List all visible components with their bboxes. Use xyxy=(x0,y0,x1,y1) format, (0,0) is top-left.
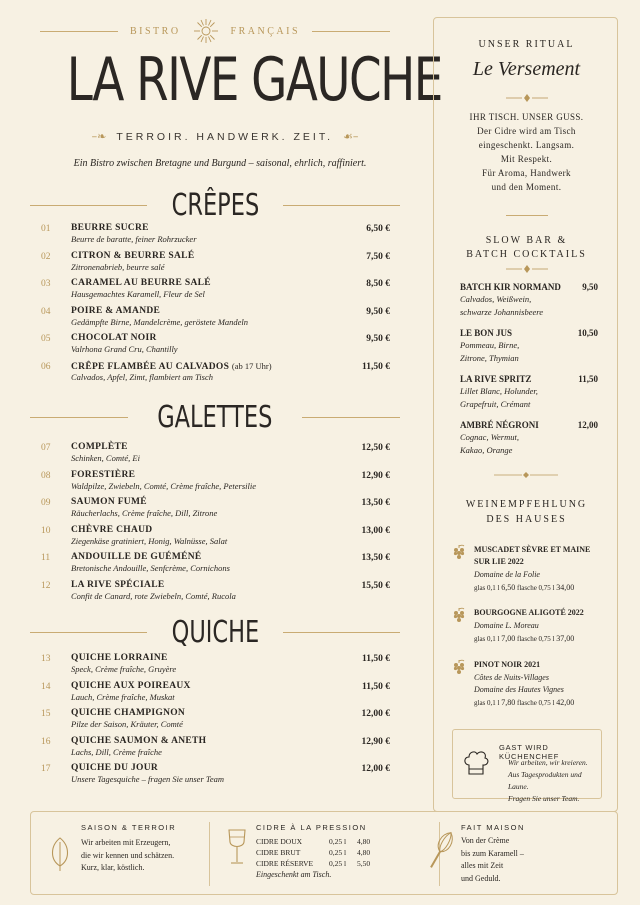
item-price: 9,50 € xyxy=(366,334,390,344)
divider xyxy=(40,31,118,32)
item-description: Beurre de baratte, feiner Rohrzucker xyxy=(71,234,197,244)
wine-producer: Côtes de Nuits-Villages xyxy=(474,673,549,682)
item-name-text: CHOCOLAT NOIR xyxy=(71,333,157,343)
item-price: 13,00 € xyxy=(361,525,390,536)
wine-item xyxy=(452,607,612,667)
item-price: 11,50 € xyxy=(362,361,390,372)
item-price: 11,50 € xyxy=(362,654,390,664)
divider xyxy=(209,822,210,886)
item-number: 16 xyxy=(41,736,51,747)
item-name-text: CARAMEL AU BEURRE SALÉ xyxy=(71,278,211,288)
cocktail-desc: schwarze Johannisbeere xyxy=(460,306,544,317)
item-name-text: BEURRE SUCRE xyxy=(71,223,149,233)
brand-right: FRANÇAIS xyxy=(230,25,301,37)
cocktail-desc: Pommeau, Birne, xyxy=(460,340,520,350)
wine-name-line: PINOT NOIR 2021 xyxy=(474,660,541,669)
saison-line: Kurz, klar, köstlich. xyxy=(81,863,145,872)
grape-icon xyxy=(452,544,466,562)
item-name-text: QUICHE LORRAINE xyxy=(71,653,168,663)
item-price: 13,50 € xyxy=(361,498,390,508)
bottle-price: 37,00 xyxy=(556,634,575,643)
menu-item xyxy=(38,361,390,387)
item-number: 04 xyxy=(41,306,51,317)
item-name xyxy=(71,223,149,233)
menu-item xyxy=(38,525,390,551)
section-title: GALETTES xyxy=(157,400,273,435)
saison-title: SAISON & TERROIR xyxy=(81,823,177,832)
item-description: Speck, Crème fraîche, Gruyère xyxy=(71,664,177,674)
tagline xyxy=(70,130,380,143)
glass-label: glas 0,1 l xyxy=(474,635,500,643)
bottle-label: flasche 0,75 l xyxy=(516,699,555,707)
item-price: 6,50 € xyxy=(366,224,390,234)
wine-title-2: DES HAUSES xyxy=(486,514,567,525)
menu-item xyxy=(38,580,390,606)
cidre-name: CIDRE BRUT xyxy=(256,848,301,857)
item-name-text: LA RIVE SPÉCIALE xyxy=(71,579,165,590)
chef-line: Wir arbeiten, wir kreieren. xyxy=(508,758,588,767)
menu-item xyxy=(38,278,390,304)
intro-text: Ein Bistro zwischen Bretagne und Burgund – saisonal, ehrlich, raffiniert. xyxy=(73,158,367,169)
item-description: Bretonische Andouille, Senfcrème, Cornichons xyxy=(71,563,230,573)
item-price: 15,50 € xyxy=(361,580,390,591)
item-number: 03 xyxy=(41,279,51,289)
bottle-price: 34,00 xyxy=(556,583,575,592)
wine-item xyxy=(452,544,612,604)
item-price: 13,50 € xyxy=(361,553,390,563)
ritual-line: und den Moment. xyxy=(491,182,562,192)
item-description: Unsere Tagesquiche – fragen Sie unser Team xyxy=(71,774,224,784)
item-description: Räucherlachs, Crème fraîche, Dill, Zitrone xyxy=(71,508,218,518)
menu-item xyxy=(38,653,390,679)
item-name-text: CRÊPE FLAMBÉE AU CALVADOS xyxy=(71,361,230,372)
cocktail-name: LA RIVE SPRITZ xyxy=(460,374,532,384)
cidre-name: CIDRE DOUX xyxy=(256,837,303,846)
saison-line: die wir kennen und schätzen. xyxy=(81,850,175,860)
item-name-text: POIRE & AMANDE xyxy=(71,305,161,316)
brand-left: BISTRO xyxy=(129,25,181,37)
cocktail-item xyxy=(460,374,598,410)
item-name-text: COMPLÈTE xyxy=(71,442,128,452)
wine-title xyxy=(434,497,619,527)
menu-item xyxy=(38,333,390,359)
chef-title: GAST WIRD KÜCHENCHEF xyxy=(499,743,560,761)
item-description: Lauch, Crème fraîche, Muskat xyxy=(71,691,175,702)
item-name xyxy=(71,580,165,590)
section-header-quiche xyxy=(30,615,400,650)
item-name-text: ANDOUILLE DE GUÉMÉNÉ xyxy=(71,552,202,562)
item-price: 12,90 € xyxy=(361,736,390,747)
chef-box xyxy=(452,729,602,803)
cocktail-item xyxy=(460,328,598,364)
cocktail-desc: Cognac, Wermut, xyxy=(460,432,519,442)
item-name xyxy=(71,361,272,372)
menu-item xyxy=(38,442,390,468)
cocktail-desc: Calvados, Weißwein, xyxy=(460,294,532,304)
item-name xyxy=(71,333,157,343)
item-name xyxy=(71,681,191,691)
cidre-name: CIDRE RÉSERVE xyxy=(256,859,314,868)
cidre-size: 0,25 l xyxy=(329,848,347,857)
ritual-line: eingeschenkt. Langsam. xyxy=(478,140,575,150)
item-price: 7,50 € xyxy=(366,251,390,262)
glass-price: 7,80 xyxy=(501,698,516,707)
ornament-left-icon: –❧ xyxy=(91,130,107,143)
item-description: Valrhona Grand Cru, Chantilly xyxy=(71,344,178,354)
wine-name xyxy=(474,659,540,671)
item-price: 11,50 € xyxy=(362,681,390,692)
item-description: Hausgemachtes Karamell, Fleur de Sel xyxy=(71,289,205,299)
slowbar-title xyxy=(434,234,619,262)
item-name xyxy=(71,552,202,562)
slowbar-title-2: BATCH COCKTAILS xyxy=(466,249,587,260)
ritual-title: Le Versement xyxy=(472,58,581,80)
cidre-price: 4,80 xyxy=(357,848,371,857)
chef-hat-icon xyxy=(462,748,490,778)
cocktail-desc: Grapefruit, Crémant xyxy=(460,398,531,409)
menu-item xyxy=(38,251,390,277)
item-name xyxy=(71,306,160,316)
glass-price: 6,50 xyxy=(501,583,516,592)
wine-prices xyxy=(474,634,574,643)
item-name xyxy=(71,653,168,663)
item-number: 07 xyxy=(41,443,51,453)
grape-icon xyxy=(452,659,466,677)
divider xyxy=(506,215,548,216)
section-header-galettes xyxy=(30,400,400,435)
bottle-label: flasche 0,75 l xyxy=(516,635,555,643)
item-description: Calvados, Apfel, Zimt, flambiert am Tisch xyxy=(71,371,213,382)
wine-name-line: BOURGOGNE ALIGOTÉ 2022 xyxy=(474,608,584,617)
wine-name-line: SUR LIE 2022 xyxy=(474,557,524,566)
ritual-kicker: UNSER RITUAL xyxy=(478,39,575,50)
item-price: 12,50 € xyxy=(361,443,390,453)
cocktail-name: LE BON JUS xyxy=(460,328,513,338)
wine-prices xyxy=(474,698,574,707)
ornament-divider-icon xyxy=(494,470,558,480)
glass-label: glas 0,1 l xyxy=(474,584,500,592)
cidre-title: CIDRE À LA PRESSION xyxy=(256,823,367,832)
item-name xyxy=(71,708,185,718)
item-number: 17 xyxy=(41,764,51,774)
chef-text xyxy=(508,757,601,805)
item-name-text: CITRON & BEURRE SALÉ xyxy=(71,250,195,261)
item-name xyxy=(71,497,147,507)
wine-producer: Domaine des Hautes Vignes xyxy=(474,685,564,694)
cocktail-desc: Lillet Blanc, Holunder, xyxy=(460,386,538,396)
cocktail-item xyxy=(460,420,598,456)
item-description: Confit de Canard, rote Zwiebeln, Comté, Rucola xyxy=(71,590,236,601)
bottle-price: 42,00 xyxy=(556,698,575,707)
menu-item xyxy=(38,306,390,332)
wine-name xyxy=(474,607,584,619)
fait-line: Von der Crème xyxy=(461,836,510,845)
bottle-label: flasche 0,75 l xyxy=(516,584,555,592)
ritual-line: Mit Respekt. xyxy=(500,154,553,164)
cocktail-price: 11,50 xyxy=(578,374,598,384)
ornament-divider-icon xyxy=(506,264,548,274)
item-number: 15 xyxy=(41,709,51,719)
slowbar-title-1: SLOW BAR & xyxy=(485,235,568,246)
cidre-size: 0,25 l xyxy=(329,837,347,846)
tagline-text: TERROIR. HANDWERK. ZEIT. xyxy=(116,130,334,143)
item-name-text: SAUMON FUMÉ xyxy=(71,497,147,507)
item-description: Schinken, Comté, Ei xyxy=(71,453,140,463)
wine-item xyxy=(452,659,612,719)
ritual-line: Der Cidre wird am Tisch xyxy=(477,126,576,136)
divider xyxy=(312,31,390,32)
item-name xyxy=(71,736,206,746)
wine-prices xyxy=(474,583,574,592)
ornament-divider-icon xyxy=(506,93,548,103)
saison-line: Wir arbeiten mit Erzeugern, xyxy=(81,838,171,847)
menu-item xyxy=(38,223,390,249)
cocktail-item xyxy=(460,282,598,318)
section-header-crepes xyxy=(30,188,400,223)
divider xyxy=(302,417,400,418)
cidre-price: 4,80 xyxy=(357,837,371,846)
chef-line: Fragen Sie unser Team. xyxy=(508,794,580,803)
item-description: Lachs, Dill, Crème fraîche xyxy=(71,746,162,757)
item-description: Gedämpfte Birne, Mandelcrème, geröstete Mandeln xyxy=(71,316,249,327)
restaurant-title: LA RIVE GAUCHE xyxy=(66,45,442,115)
item-name-text: CHÈVRE CHAUD xyxy=(71,524,153,535)
item-name xyxy=(71,442,128,452)
item-number: 12 xyxy=(41,580,51,591)
whisk-icon xyxy=(426,828,456,872)
cocktail-name: BATCH KIR NORMAND xyxy=(460,282,561,292)
cocktail-price: 9,50 xyxy=(582,282,598,292)
cocktail-name: AMBRÉ NÉGRONI xyxy=(460,420,539,430)
sun-emblem-icon xyxy=(193,18,219,44)
divider xyxy=(30,205,147,206)
item-price: 12,90 € xyxy=(361,470,390,481)
item-description: Pilze der Saison, Kräuter, Comté xyxy=(71,719,183,729)
cocktail-desc: Zitrone, Thymian xyxy=(460,352,519,363)
item-number: 08 xyxy=(41,470,51,481)
item-number: 11 xyxy=(41,553,51,563)
cidre-price: 5,50 xyxy=(357,859,371,868)
fait-line: bis zum Karamell – xyxy=(461,848,524,858)
item-name-text: QUICHE CHAMPIGNON xyxy=(71,708,186,718)
item-name xyxy=(71,763,158,773)
fait-line: alles mit Zeit xyxy=(461,861,504,870)
item-name-text: QUICHE SAUMON & ANETH xyxy=(71,735,207,746)
wine-glass-icon xyxy=(226,828,248,868)
chef-line: Aus Tagesprodukten und Laune. xyxy=(508,770,582,791)
glass-price: 7,00 xyxy=(501,634,516,643)
ritual-line: Für Aroma, Handwerk xyxy=(482,168,571,178)
menu-item xyxy=(38,497,390,523)
item-number: 13 xyxy=(41,654,51,664)
wine-name-line: MUSCADET SÈVRE ET MAINE xyxy=(474,545,591,554)
cocktail-price: 10,50 xyxy=(577,328,598,338)
item-name xyxy=(71,470,135,480)
footer-bar xyxy=(30,811,618,895)
menu-item xyxy=(38,708,390,734)
wine-name xyxy=(474,544,590,568)
item-name-text: QUICHE AUX POIREAUX xyxy=(71,680,191,691)
divider xyxy=(283,205,400,206)
menu-item xyxy=(38,470,390,496)
fait-line: und Geduld. xyxy=(461,873,501,883)
item-price: 8,50 € xyxy=(366,279,390,289)
wine-title-1: WEINEMPFEHLUNG xyxy=(465,499,588,510)
section-title: CRÊPES xyxy=(171,188,259,223)
item-number: 01 xyxy=(41,224,51,234)
item-number: 05 xyxy=(41,334,51,344)
fait-text xyxy=(461,835,524,885)
divider xyxy=(30,417,128,418)
cidre-note: Eingeschenkt am Tisch. xyxy=(256,870,332,879)
menu-item xyxy=(38,681,390,707)
menu-item xyxy=(38,552,390,578)
wine-producer: Domaine L. Moreau xyxy=(474,621,539,630)
item-price: 12,00 € xyxy=(361,764,390,774)
grape-icon xyxy=(452,607,466,625)
menu-item xyxy=(38,763,390,789)
glass-label: glas 0,1 l xyxy=(474,699,500,707)
item-price: 12,00 € xyxy=(361,709,390,719)
item-name xyxy=(71,278,211,288)
item-number: 06 xyxy=(41,361,51,372)
item-name xyxy=(71,525,152,535)
item-description: Zitronenabrieb, beurre salé xyxy=(71,261,165,272)
ritual-line: IHR TISCH. UNSER GUSS. xyxy=(469,112,584,122)
item-number: 14 xyxy=(41,681,51,692)
cidre-size: 0,25 l xyxy=(329,859,347,868)
divider xyxy=(30,632,147,633)
item-note: (ab 17 Uhr) xyxy=(231,360,272,371)
section-title: QUICHE xyxy=(171,615,259,650)
brand-line xyxy=(40,18,390,44)
item-description: Waldpilze, Zwiebeln, Comté, Crème fraîche, Petersilie xyxy=(71,480,257,491)
item-price: 9,50 € xyxy=(366,306,390,317)
cocktail-price: 12,00 xyxy=(577,420,598,430)
item-number: 09 xyxy=(41,498,51,508)
saison-text xyxy=(81,837,174,875)
item-number: 10 xyxy=(41,525,51,536)
fait-title: FAIT MAISON xyxy=(461,823,525,832)
menu-item xyxy=(38,736,390,762)
item-name xyxy=(71,251,194,261)
item-name-text: FORESTIÈRE xyxy=(71,469,136,480)
item-description: Ziegenkäse gratiniert, Honig, Walnüsse, Salat xyxy=(71,535,228,546)
leaf-icon xyxy=(48,836,72,872)
wine-producer: Domaine de la Folie xyxy=(474,570,540,579)
divider xyxy=(283,632,400,633)
ritual-text xyxy=(434,110,619,194)
item-name-text: QUICHE DU JOUR xyxy=(71,763,159,773)
ornament-right-icon: ☙– xyxy=(343,130,359,143)
cocktail-desc: Kakao, Orange xyxy=(460,444,513,455)
item-number: 02 xyxy=(41,251,51,262)
sidebar-panel xyxy=(433,17,618,812)
